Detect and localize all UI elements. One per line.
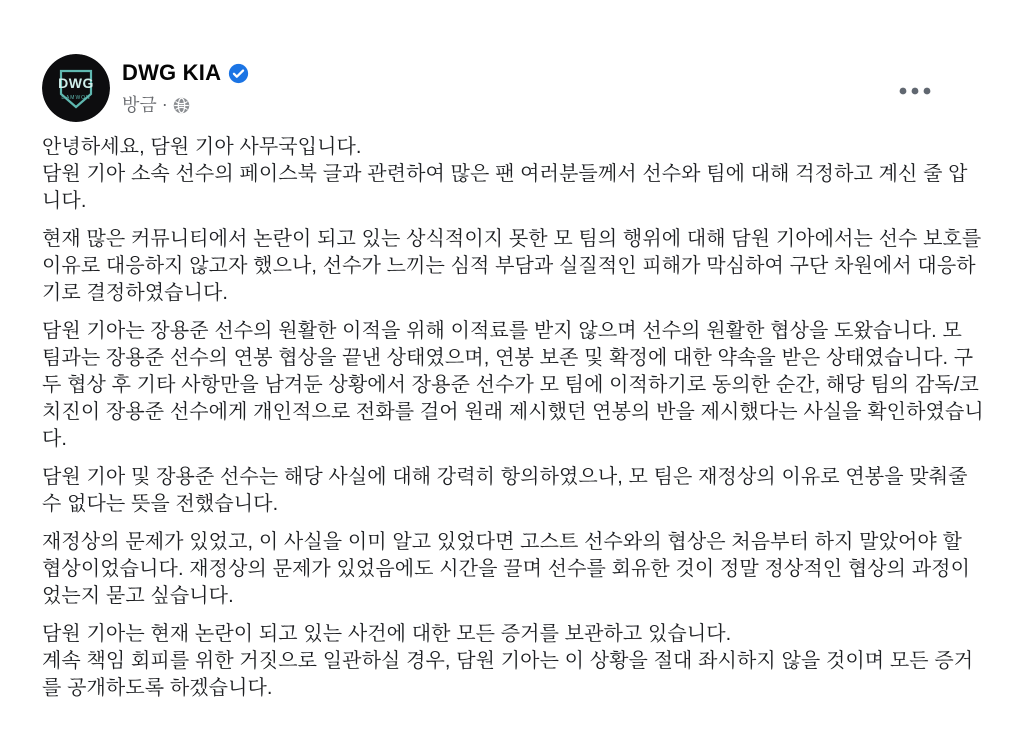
- post-menu-button[interactable]: [892, 78, 938, 108]
- post-paragraph: [42, 529, 986, 610]
- post-paragraph: [42, 621, 986, 702]
- post-body: [42, 134, 986, 702]
- author-name[interactable]: DWG KIA: [122, 60, 222, 85]
- post-meta: [122, 91, 249, 117]
- timestamp[interactable]: 방금: [122, 95, 157, 115]
- globe-privacy-icon: [173, 97, 190, 114]
- svg-text:DAMWON: DAMWON: [61, 95, 91, 101]
- paragraph-line: 담원 기아는 현재 논란이 되고 있는 사건에 대한 모든 증거를 보관하고 있습니다.: [42, 623, 732, 645]
- svg-text:DWG: DWG: [58, 75, 94, 91]
- paragraph-line: 안녕하세요, 담원 기아 사무국입니다.: [42, 136, 362, 158]
- paragraph-line: 담원 기아는 장용준 선수의 원활한 이적을 위해 이적료를 받지 않으며 선수의 원활한 협상을 도왔습니다. 모 팀과는 장용준 선수의 연봉 협상을 끝낸 상태였으며, 연봉 보존 및 확정에 대한 약속을 받은 상태였습니다. 구두 협상 후 기타 사항만을 남겨둔 상황에서 장용준 선수가 모 팀에 이적하기로 동의한 순간, 해당 팀의 감독/코치진이 장용준 선수에게 개인적으로 전화를 걸어 원래 제시했던 연봉의 반을 제시했다는 사실을 확인하였습니다.: [42, 320, 984, 450]
- avatar[interactable]: [42, 54, 110, 122]
- post-paragraph: [42, 318, 986, 453]
- post-header: [42, 54, 986, 122]
- facebook-post: [42, 54, 986, 702]
- post-paragraph: [42, 226, 986, 307]
- paragraph-line: 재정상의 문제가 있었고, 이 사실을 이미 알고 있었다면 고스트 선수와의 협상은 처음부터 하지 말았어야 할 협상이었습니다. 재정상의 문제가 있었음에도 시간을 끌며 선수를 회유한 것이 정말 정상적인 협상의 과정이었는지 묻고 싶습니다.: [42, 531, 971, 607]
- post-paragraph: [42, 134, 986, 215]
- ellipsis-icon: [898, 85, 932, 97]
- paragraph-line: 담원 기아 및 장용준 선수는 해당 사실에 대해 강력히 항의하였으나, 모 팀은 재정상의 이유로 연봉을 맞춰줄 수 없다는 뜻을 전했습니다.: [42, 466, 968, 515]
- paragraph-line: 현재 많은 커뮤니티에서 논란이 되고 있는 상식적이지 못한 모 팀의 행위에 대해 담원 기아에서는 선수 보호를 이유로 대응하지 않고자 했으나, 선수가 느끼는 심적 부담과 실질적인 피해가 막심하여 구단 차원에서 대응하기로 결정하였습니다.: [42, 228, 982, 304]
- post-header-text: [122, 54, 249, 117]
- post-paragraph: [42, 464, 986, 518]
- verified-badge-icon: [228, 63, 249, 84]
- dwg-kia-logo-icon: [42, 54, 110, 122]
- meta-separator: ·: [161, 93, 168, 114]
- paragraph-line: 계속 책임 회피를 위한 거짓으로 일관하실 경우, 담원 기아는 이 상황을 절대 좌시하지 않을 것이며 모든 증거를 공개하도록 하겠습니다.: [42, 650, 974, 699]
- paragraph-line: 담원 기아 소속 선수의 페이스북 글과 관련하여 많은 팬 여러분들께서 선수와 팀에 대해 걱정하고 계신 줄 압니다.: [42, 163, 968, 212]
